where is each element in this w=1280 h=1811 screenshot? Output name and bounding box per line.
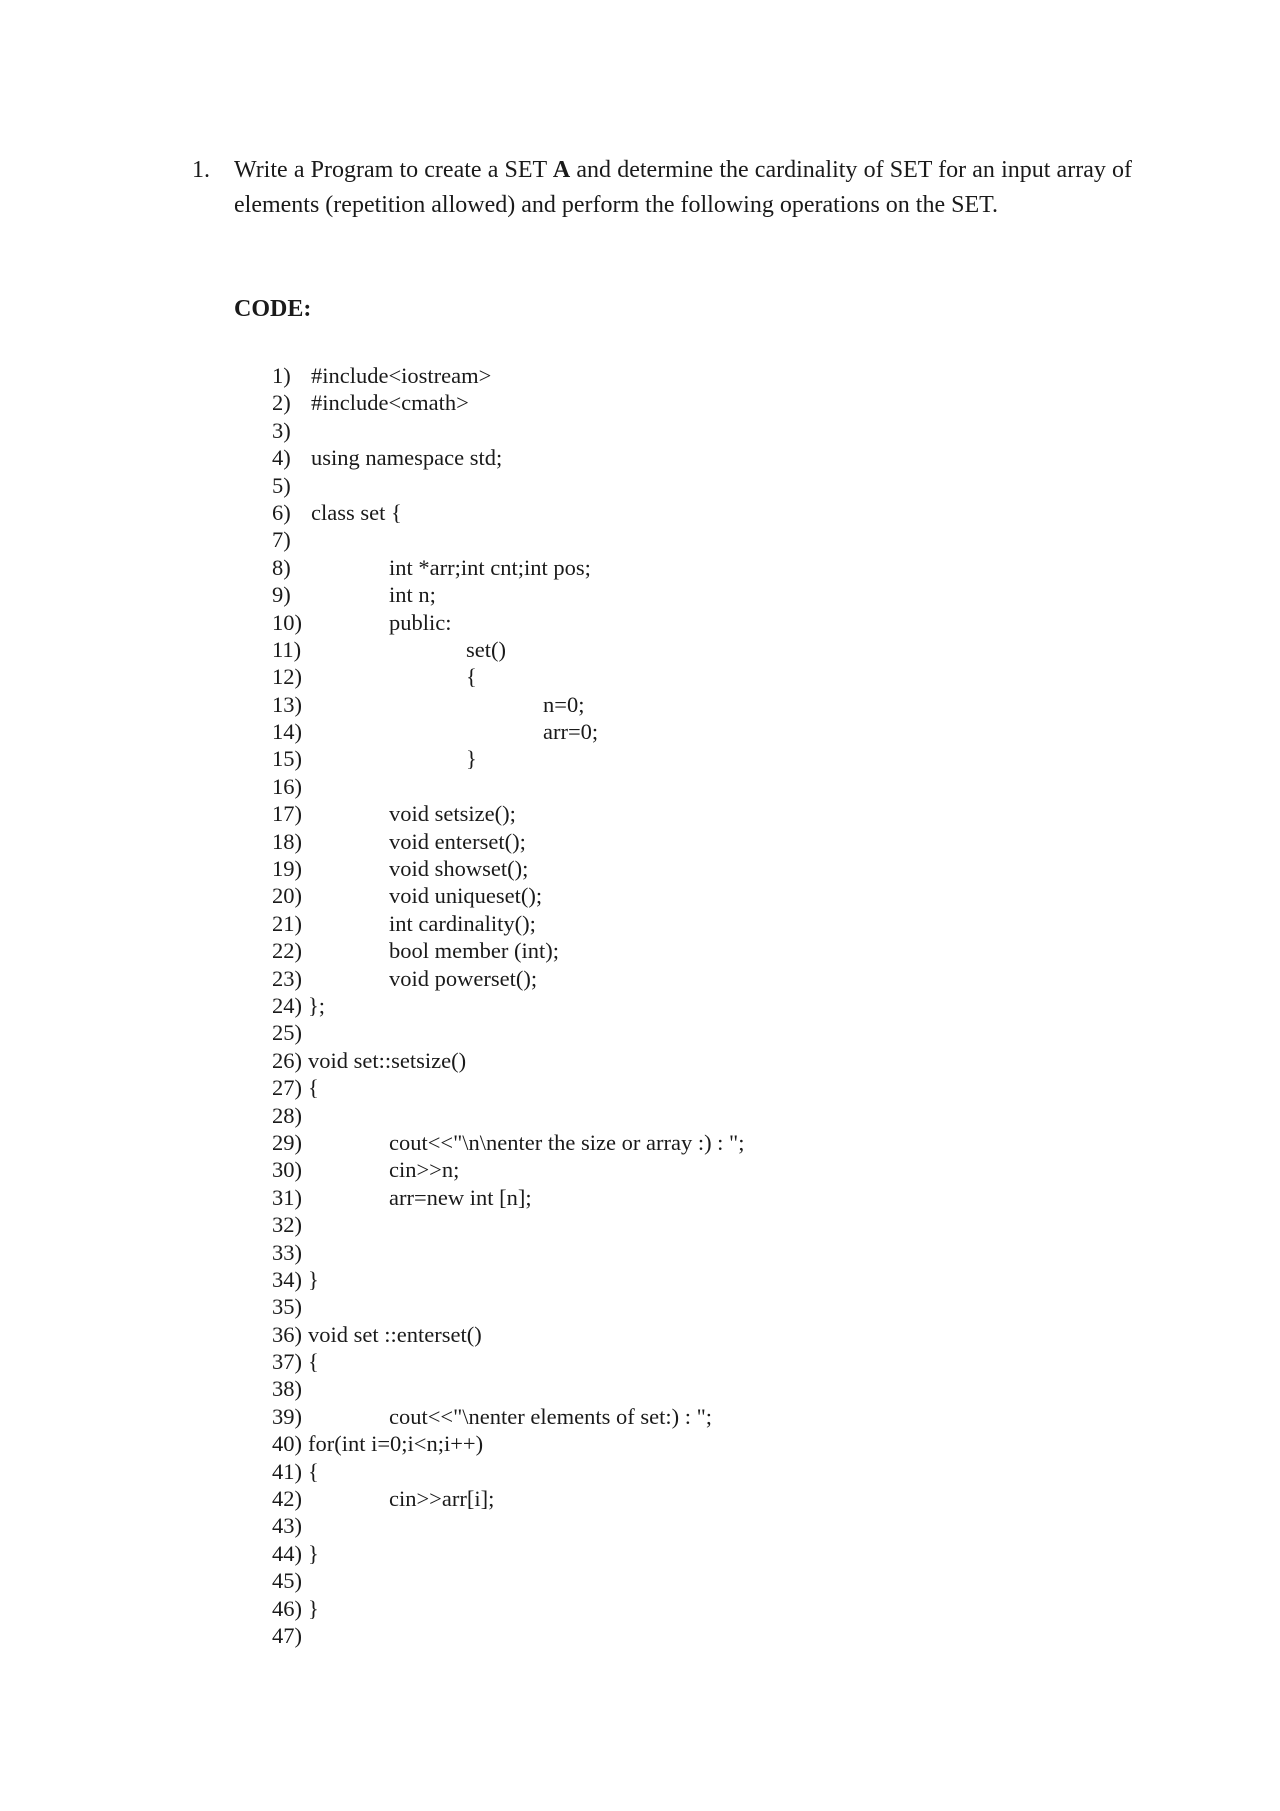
line-number: 33) — [272, 1239, 302, 1265]
line-number: 22) — [272, 938, 302, 964]
line-number: 15) — [272, 746, 302, 772]
question-text-part-2: and determine the cardinality of SET for an input array of elements (repetition allowed) and perform the following operations on the SET. — [234, 157, 1132, 218]
line-number: 11) — [272, 636, 302, 662]
line-code: } — [308, 1595, 319, 1621]
line-code: }; — [308, 992, 326, 1018]
line-code: void enterset(); — [389, 828, 526, 854]
line-number: 12) — [272, 664, 302, 690]
line-code: cin>>arr[i]; — [389, 1486, 495, 1512]
line-number: 10) — [272, 609, 302, 635]
line-number: 41) — [272, 1458, 302, 1484]
line-number: 37) — [272, 1349, 302, 1375]
line-code: { — [308, 1458, 319, 1484]
question-number: 1. — [192, 157, 210, 183]
line-code: { — [308, 1349, 319, 1375]
line-number: 47) — [272, 1622, 302, 1648]
line-code: int *arr;int cnt;int pos; — [389, 554, 591, 580]
line-number: 30) — [272, 1157, 302, 1183]
line-code: void powerset(); — [389, 965, 538, 991]
line-code: #include<iostream> — [311, 363, 492, 388]
line-code: cin>>n; — [389, 1157, 460, 1183]
line-number: 17) — [272, 801, 302, 827]
line-code: int cardinality(); — [389, 910, 536, 936]
line-number: 23) — [272, 965, 302, 991]
line-code: cout<<"\n\nenter the size or array :) : "; — [389, 1129, 745, 1155]
line-number: 38) — [272, 1376, 302, 1402]
line-number: 32) — [272, 1212, 302, 1238]
line-code: public: — [389, 609, 452, 635]
line-number: 5) — [272, 472, 291, 498]
line-code: n=0; — [543, 691, 585, 717]
line-number: 44) — [272, 1540, 302, 1566]
line-code: using namespace std; — [311, 445, 503, 471]
line-number: 28) — [272, 1102, 302, 1128]
line-code: void set ::enterset() — [308, 1321, 482, 1347]
line-number: 39) — [272, 1403, 302, 1429]
line-number: 43) — [272, 1513, 302, 1539]
line-number: 40) — [272, 1431, 302, 1457]
line-code: arr=0; — [543, 719, 599, 745]
line-number: 13) — [272, 691, 302, 717]
line-code: { — [466, 664, 477, 690]
line-number: 34) — [272, 1266, 302, 1292]
line-number: 8) — [272, 554, 291, 580]
line-number: 16) — [272, 773, 302, 799]
line-code: } — [466, 746, 477, 772]
line-code: arr=new int [n]; — [389, 1184, 532, 1210]
line-code: } — [308, 1540, 319, 1566]
line-number: 46) — [272, 1595, 302, 1621]
line-code: for(int i=0;i<n;i++) — [308, 1431, 484, 1457]
line-number: 14) — [272, 719, 302, 745]
line-code: } — [308, 1266, 319, 1292]
line-code: void uniqueset(); — [389, 883, 543, 909]
line-number: 35) — [272, 1294, 302, 1320]
line-number: 29) — [272, 1129, 302, 1155]
line-number: 21) — [272, 910, 302, 936]
line-number: 42) — [272, 1486, 302, 1512]
line-number: 3) — [272, 417, 291, 443]
line-number: 18) — [272, 828, 302, 854]
line-code: cout<<"\nenter elements of set:) : "; — [389, 1403, 713, 1429]
line-number: 31) — [272, 1184, 302, 1210]
line-number: 2) — [272, 390, 291, 416]
line-number: 4) — [272, 445, 291, 471]
line-number: 7) — [272, 527, 291, 553]
line-code: void setsize(); — [389, 801, 516, 827]
line-code: set() — [466, 636, 506, 662]
code-heading: CODE: — [234, 296, 312, 322]
line-code: bool member (int); — [389, 938, 559, 964]
question-text — [234, 153, 1132, 223]
line-code: { — [308, 1075, 319, 1101]
line-number: 24) — [272, 992, 302, 1018]
question-text-part-1: Write a Program to create a SET — [234, 157, 553, 183]
line-number: 20) — [272, 883, 302, 909]
line-number: 6) — [272, 499, 291, 525]
line-number: 26) — [272, 1047, 302, 1073]
line-code: void showset(); — [389, 856, 529, 882]
line-code: void set::setsize() — [308, 1047, 467, 1073]
question-block — [192, 153, 1132, 223]
line-number: 25) — [272, 1020, 302, 1046]
line-code: int n; — [389, 582, 436, 608]
line-number: 9) — [272, 582, 291, 608]
line-number: 19) — [272, 856, 302, 882]
line-number: 27) — [272, 1075, 302, 1101]
line-number: 1) — [272, 363, 291, 388]
line-number: 45) — [272, 1568, 302, 1594]
question-set-name: A — [552, 157, 571, 183]
line-code: class set { — [311, 499, 402, 525]
line-code: #include<cmath> — [311, 390, 469, 416]
line-number: 36) — [272, 1321, 302, 1347]
